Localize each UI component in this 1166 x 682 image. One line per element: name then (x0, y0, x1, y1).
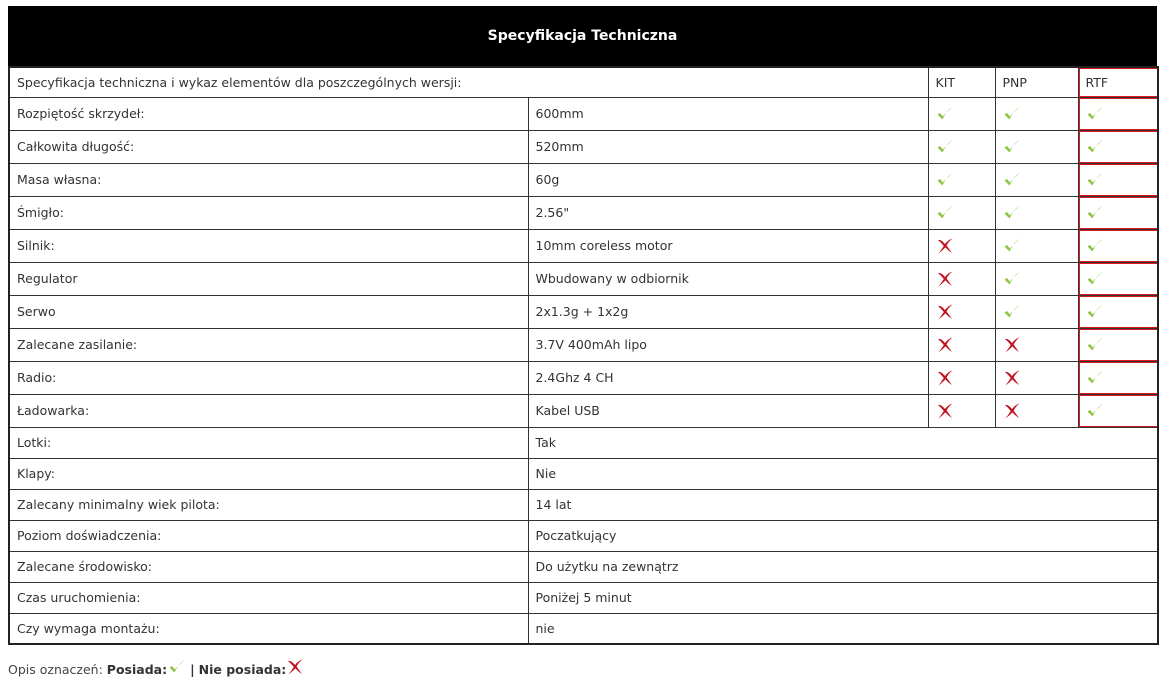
checkmark-icon (1003, 204, 1021, 222)
availability-kit (928, 262, 995, 295)
legend (8, 662, 308, 677)
spec-value: 2.56" (528, 196, 928, 229)
spec-label: Silnik: (9, 229, 528, 262)
checkmark-icon (1003, 105, 1021, 123)
spec-label: Śmigło: (9, 196, 528, 229)
availability-pnp (995, 130, 1078, 163)
spec-table-body (9, 67, 1158, 644)
availability-kit (928, 229, 995, 262)
availability-pnp (995, 229, 1078, 262)
checkmark-icon (1086, 171, 1104, 189)
checkmark-icon (1086, 270, 1104, 288)
availability-pnp (995, 328, 1078, 361)
spec-label: Zalecane zasilanie: (9, 328, 528, 361)
spec-label: Masa własna: (9, 163, 528, 196)
checkmark-icon (1086, 369, 1104, 387)
availability-rtf (1078, 130, 1158, 163)
spec-row (9, 328, 1158, 361)
availability-kit (928, 295, 995, 328)
checkmark-icon (936, 105, 954, 123)
availability-kit (928, 328, 995, 361)
checkmark-icon (1003, 303, 1021, 321)
spec-label: Poziom doświadczenia: (9, 520, 528, 551)
spec-label: Klapy: (9, 458, 528, 489)
checkmark-icon (936, 171, 954, 189)
availability-pnp (995, 97, 1078, 130)
legend-prefix: Opis oznaczeń: (8, 662, 103, 677)
cross-icon (1003, 336, 1021, 354)
cross-icon (936, 303, 954, 321)
cross-icon (936, 336, 954, 354)
version-kit: KIT (928, 67, 995, 97)
spec-value: 10mm coreless motor (528, 229, 928, 262)
availability-rtf (1078, 328, 1158, 361)
spec-value: 2x1.3g + 1x2g (528, 295, 928, 328)
availability-pnp (995, 163, 1078, 196)
spec-value: 60g (528, 163, 928, 196)
spec-value: Nie (528, 458, 1158, 489)
checkmark-icon (1086, 105, 1104, 123)
availability-pnp (995, 361, 1078, 394)
cross-icon (1003, 369, 1021, 387)
spec-value: nie (528, 613, 1158, 644)
legend-has: Posiada: (106, 662, 168, 677)
spec-row (9, 295, 1158, 328)
spec-value: Poczatkujący (528, 520, 1158, 551)
checkmark-icon (1003, 171, 1021, 189)
spec-value: Do użytku na zewnątrz (528, 551, 1158, 582)
checkmark-icon (168, 658, 186, 676)
spec-row (9, 551, 1158, 582)
availability-rtf (1078, 97, 1158, 130)
spec-label: Rozpiętość skrzydeł: (9, 97, 528, 130)
availability-rtf (1078, 361, 1158, 394)
spec-label: Zalecane środowisko: (9, 551, 528, 582)
availability-rtf (1078, 262, 1158, 295)
spec-row (9, 427, 1158, 458)
spec-label: Radio: (9, 361, 528, 394)
spec-row (9, 97, 1158, 130)
spec-row (9, 489, 1158, 520)
version-pnp: PNP (995, 67, 1078, 97)
checkmark-icon (1086, 336, 1104, 354)
cross-icon (936, 270, 954, 288)
cross-icon (286, 658, 304, 676)
spec-row (9, 520, 1158, 551)
availability-kit (928, 196, 995, 229)
availability-rtf (1078, 163, 1158, 196)
availability-pnp (995, 262, 1078, 295)
spec-value: 600mm (528, 97, 928, 130)
spec-section (8, 6, 1157, 645)
spec-row (9, 582, 1158, 613)
spec-table (8, 66, 1159, 645)
spec-value: Wbudowany w odbiornik (528, 262, 928, 295)
cross-icon (1003, 402, 1021, 420)
spec-value: Tak (528, 427, 1158, 458)
spec-row (9, 394, 1158, 427)
spec-row (9, 130, 1158, 163)
legend-has-not: Nie posiada: (198, 662, 287, 677)
availability-kit (928, 163, 995, 196)
availability-kit (928, 361, 995, 394)
availability-rtf (1078, 394, 1158, 427)
spec-row (9, 229, 1158, 262)
cross-icon (936, 237, 954, 255)
checkmark-icon (1003, 138, 1021, 156)
spec-label: Czas uruchomienia: (9, 582, 528, 613)
availability-pnp (995, 196, 1078, 229)
checkmark-icon (1003, 270, 1021, 288)
cross-icon (936, 402, 954, 420)
availability-rtf (1078, 196, 1158, 229)
spec-value: Kabel USB (528, 394, 928, 427)
spec-value: 2.4Ghz 4 CH (528, 361, 928, 394)
availability-pnp (995, 295, 1078, 328)
spec-value: 14 lat (528, 489, 1158, 520)
checkmark-icon (1086, 138, 1104, 156)
availability-rtf (1078, 229, 1158, 262)
checkmark-icon (1086, 237, 1104, 255)
spec-row (9, 458, 1158, 489)
header-label: Specyfikacja techniczna i wykaz elementów dla poszczególnych wersji: (9, 67, 928, 97)
legend-separator: | (190, 662, 195, 677)
spec-title: Specyfikacja Techniczna (8, 6, 1157, 66)
spec-row (9, 163, 1158, 196)
checkmark-icon (936, 204, 954, 222)
spec-value: Poniżej 5 minut (528, 582, 1158, 613)
spec-label: Lotki: (9, 427, 528, 458)
spec-row (9, 361, 1158, 394)
spec-label: Całkowita długość: (9, 130, 528, 163)
availability-rtf (1078, 295, 1158, 328)
availability-pnp (995, 394, 1078, 427)
availability-kit (928, 394, 995, 427)
checkmark-icon (1003, 237, 1021, 255)
spec-row (9, 613, 1158, 644)
spec-label: Czy wymaga montażu: (9, 613, 528, 644)
checkmark-icon (1086, 303, 1104, 321)
spec-label: Regulator (9, 262, 528, 295)
spec-label: Ładowarka: (9, 394, 528, 427)
checkmark-icon (1086, 204, 1104, 222)
spec-row (9, 196, 1158, 229)
spec-value: 3.7V 400mAh lipo (528, 328, 928, 361)
spec-label: Serwo (9, 295, 528, 328)
checkmark-icon (1086, 402, 1104, 420)
availability-kit (928, 97, 995, 130)
header-row (9, 67, 1158, 97)
checkmark-icon (936, 138, 954, 156)
spec-value: 520mm (528, 130, 928, 163)
spec-row (9, 262, 1158, 295)
availability-kit (928, 130, 995, 163)
spec-label: Zalecany minimalny wiek pilota: (9, 489, 528, 520)
cross-icon (936, 369, 954, 387)
version-rtf: RTF (1078, 67, 1158, 97)
